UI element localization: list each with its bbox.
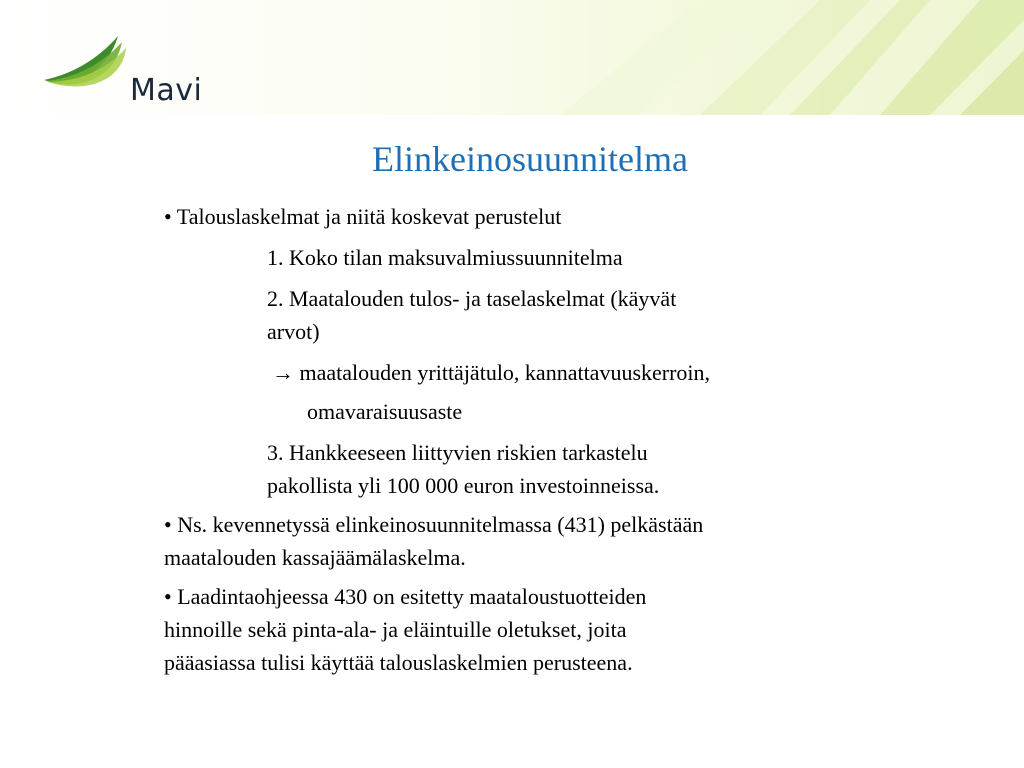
list-item-3-line-2: pakollista yli 100 000 euron investoinneissa.: [267, 473, 660, 498]
bullet-kevennetty-line-2: maatalouden kassajäämälaskelma.: [164, 545, 466, 570]
bullet-laadintaohje-line-2: hinnoille sekä pinta-ala- ja eläintuille oletukset, joita: [164, 617, 627, 642]
mavi-logo-leaf-icon: [42, 34, 132, 94]
mavi-logo: [42, 34, 212, 108]
arrow-note-line-1: → maatalouden yrittäjätulo, kannattavuuskerroin,: [272, 360, 711, 385]
bullet-laadintaohje-line-1: • Laadintaohjeessa 430 on esitetty maataloustuotteiden: [164, 584, 647, 609]
slide-body: [164, 200, 884, 679]
list-item-2-line-2: arvot): [267, 319, 320, 344]
bullet-kevennetty-line-1: • Ns. kevennetyssä elinkeinosuunnitelmassa (431) pelkästään: [164, 512, 704, 537]
list-item-2-line-1: 2. Maatalouden tulos- ja taselaskelmat (käyvät: [267, 286, 677, 311]
list-item-2: [267, 282, 827, 348]
list-item-3-line-1: 3. Hankkeeseen liittyvien riskien tarkastelu: [267, 440, 648, 465]
slide-title: Elinkeinosuunnitelma: [372, 139, 688, 179]
mavi-logo-text: Mavi: [130, 73, 203, 108]
arrow-note-line-2: omavaraisuusaste: [307, 399, 463, 424]
bullet-laadintaohje-line-3: pääasiassa tulisi käyttää talouslaskelmien perusteena.: [164, 650, 633, 675]
bullet-talouslaskelmat: • Talouslaskelmat ja niitä koskevat perustelut: [164, 204, 562, 229]
list-item-3: [267, 436, 827, 502]
header-banner: [0, 0, 1024, 115]
list-item-1: 1. Koko tilan maksuvalmiussuunnitelma: [267, 245, 623, 270]
bullet-kevennetty: [164, 508, 884, 574]
bullet-laadintaohje: [164, 580, 884, 679]
